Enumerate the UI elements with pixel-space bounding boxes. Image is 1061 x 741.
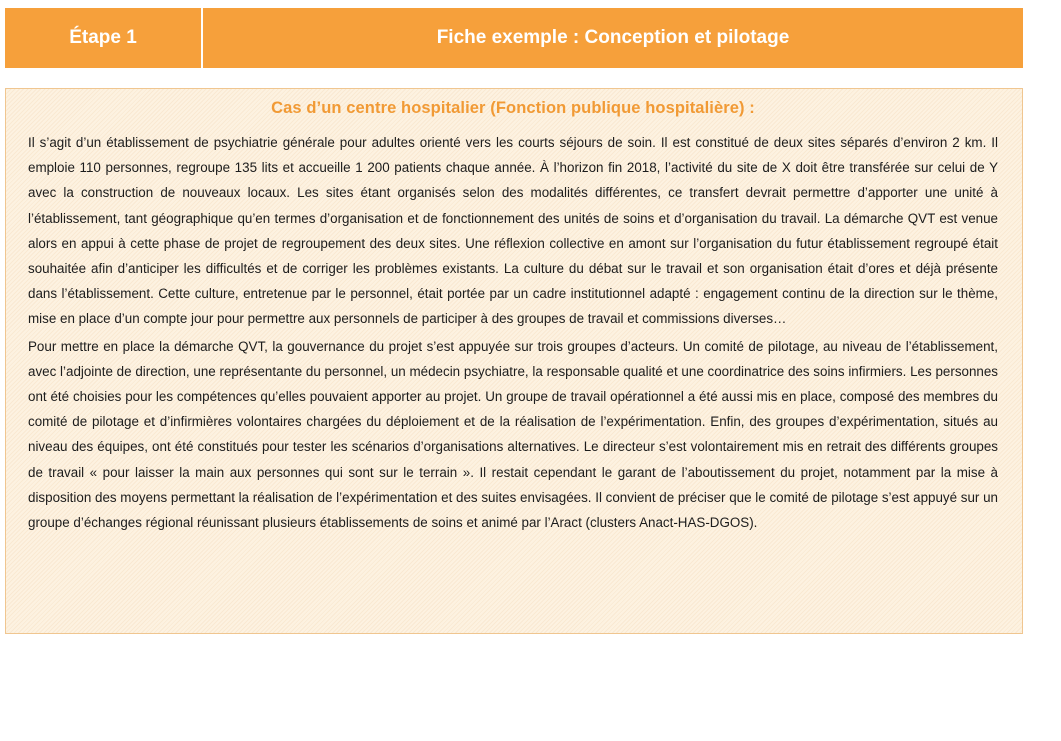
case-title: Cas d’un centre hospitalier (Fonction publique hospitalière) : <box>271 99 755 117</box>
sheet-title: Fiche exemple : Conception et pilotage <box>203 8 1023 68</box>
step-label: Étape 1 <box>5 8 201 68</box>
case-study-box <box>5 88 1023 634</box>
page-header <box>5 8 1023 68</box>
case-paragraph-2: Pour mettre en place la démarche QVT, la gouvernance du projet s’est appuyée sur trois groupes d’acteurs. Un comité de pilotage, au niveau de l’établissement, avec l’adjointe de direction, une représentante du personnel, un médecin psychiatre, la responsable qualité et une coordinatrice des soins infirmiers. Les personnes ont été choisies pour les compétences qu’elles pouvaient apporter au projet. Un groupe de travail opérationnel a été aussi mis en place, composé des membres du comité de pilotage et d’infirmières volontaires chargées du déploiement et de la réalisation de l’expérimentation. Enfin, des groupes d’expérimentation, situés au niveau des équipes, ont été constitués pour tester les scénarios d’organisations alternatives. Le directeur s’est volontairement mis en retrait des différents groupes de travail « pour laisser la main aux personnes qui sont sur le terrain ». Il restait cependant le garant de l’aboutissement du projet, notamment par la mise à disposition des moyens permettant la réalisation de l’expérimentation et des suites envisagées. Il convient de préciser que le comité de pilotage s’est appuyé sur un groupe d’échanges régional réunissant plusieurs établissements de soins et animé par l’Aract (clusters Anact-HAS-DGOS). <box>28 338 998 531</box>
case-paragraph-1: Il s’agit d’un établissement de psychiatrie générale pour adultes orienté vers les courts séjours de soin. Il est constitué de deux sites séparés d’environ 2 km. Il emploie 110 personnes, regroupe 135 lits et accueille 1 200 patients chaque année. À l’horizon fin 2018, l’activité du site de X doit être transférée sur celui de Y avec la construction de nouveaux locaux. Les sites étant organisés selon des modalités différentes, ce transfert devrait permettre d’apporter une unité à l’établissement, tant géographique qu’en termes d’organisation et de fonctionnement des unités de soins et d’organisation du travail. La démarche QVT est venue alors en appui à cette phase de projet de regroupement des deux sites. Une réflexion collective en amont sur l’organisation du futur établissement regroupé était souhaitée afin d’anticiper les difficultés et de corriger les problèmes existants. La culture du débat sur le travail et son organisation était d’ores et déjà présente dans l’établissement. Cette culture, entretenue par le personnel, était portée par un cadre institutionnel adapté : engagement continu de la direction sur le thème, mise en place d’un compte jour pour permettre aux personnels de participer à des groupes de travail et commissions diverses… <box>28 135 998 327</box>
